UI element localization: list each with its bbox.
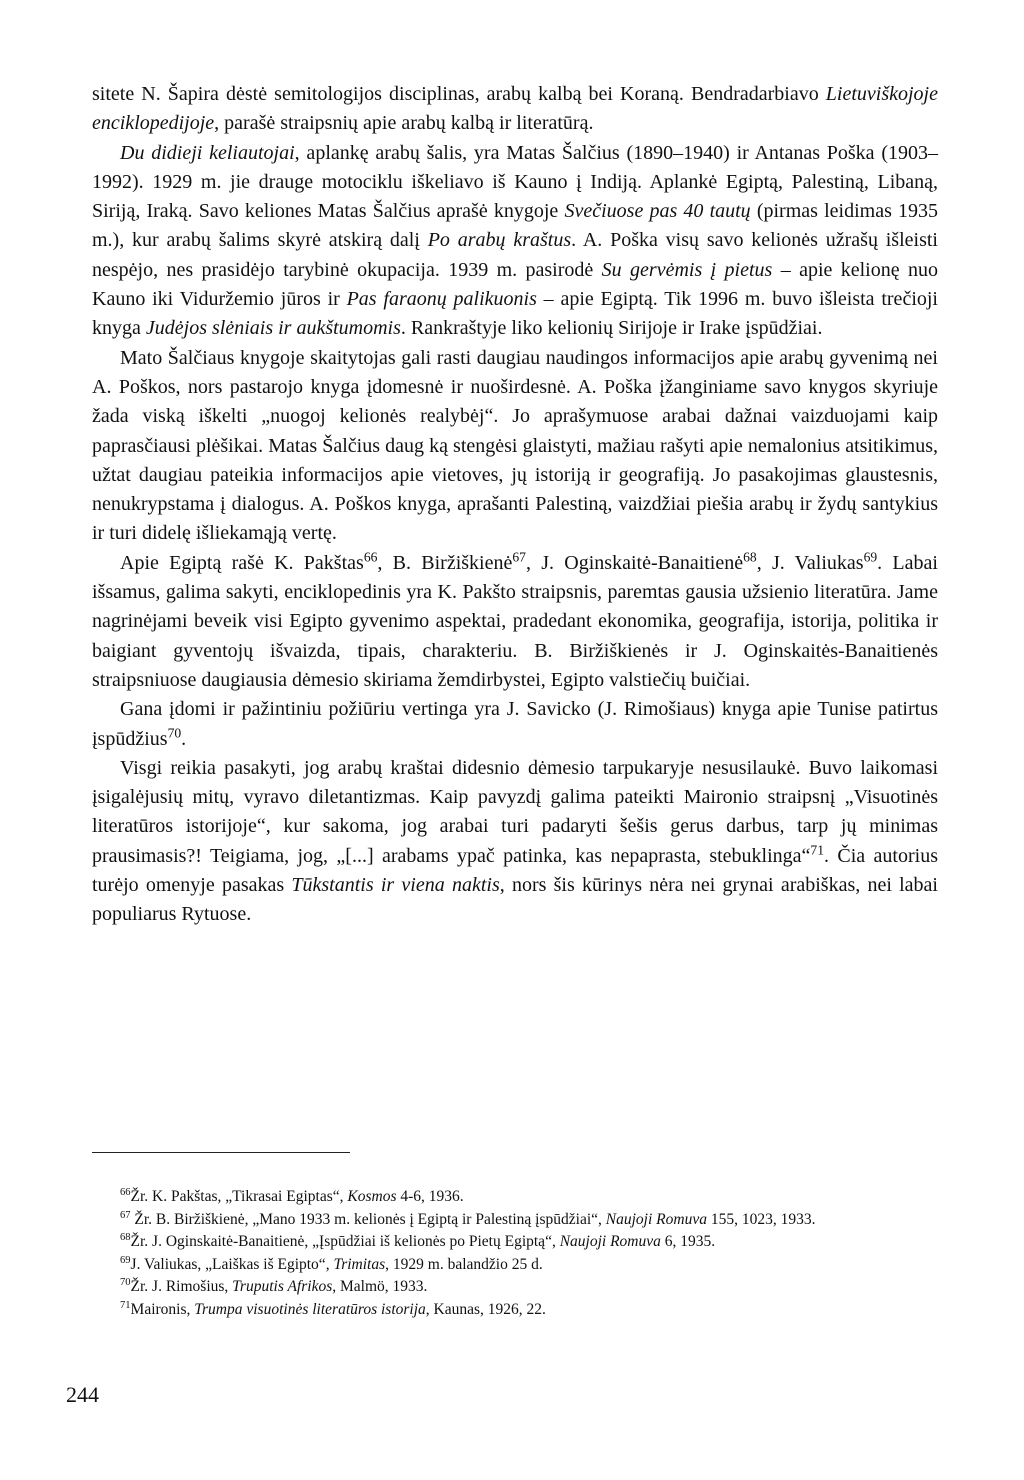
italic-text: Po arabų kraštus	[427, 229, 572, 252]
text-run: Maironis,	[130, 1300, 195, 1318]
text-run: sitete N. Šapira dėstė semitologijos disciplinas, arabų kalbą bei Koraną. Bendradarbiavo	[92, 83, 826, 105]
italic-text: Lietuviškojoje enciklopedijoje	[92, 83, 938, 135]
footnote-reference: 69	[863, 549, 878, 565]
text-run: . Labai išsamus, galima sakyti, enciklopedinis yra K. Pakšto straipsnis, paremtas gausia užsienio literatūra. Jame nagrinėjami beveik visi Egipto gyvenimo aspektai, pradedant ekonomika, geografija, istorija, politika ir baigiant gyventojų išvaizda, tipais, charakteriu. B. Biržiškienės ir J. Oginskaitės-Banaitienės straipsniuose daugiausia dėmesio skiriama žemdirbystei, Egipto valstiečių buičiai.	[92, 551, 938, 691]
footnote-reference: 71	[120, 1299, 131, 1311]
italic-text: Trumpa visuotinės literatūros istorija	[194, 1300, 426, 1318]
italic-text: Naujoji Romuva	[605, 1210, 707, 1228]
paragraph	[92, 549, 938, 695]
text-run: , aplankę arabų šalis, yra Matas Šalčius (1890–1940) ir Antanas Poška (1903–1992). 1929 m. jie drauge motociklu iškeliavo iš Kauno į Indiją. Aplankė Egiptą, Palestiną, Libaną, Siriją, Iraką. Savo keliones Matas Šalčius aprašė knygoje	[92, 141, 938, 223]
italic-text: Du didieji keliautojai	[120, 141, 295, 164]
footnote-reference: 67	[120, 1209, 131, 1221]
text-run: Gana įdomi ir pažintiniu požiūriu vertinga yra J. Savicko (J. Rimošiaus) knyga apie Tunise patirtus įspūdžius	[92, 698, 938, 750]
footnote	[92, 1254, 938, 1277]
paragraph	[92, 754, 938, 930]
text-run: . Čia autorius turėjo omenyje pasakas	[92, 844, 938, 897]
footnote-reference: 68	[120, 1231, 131, 1243]
text-run: Apie Egiptą rašė K. Pakštas	[120, 551, 364, 574]
text-run: , parašė straipsnių apie arabų kalbą ir literatūrą.	[214, 112, 594, 135]
text-run: (pirmas leidimas 1935 m.), kur arabų šalims skyrė atskirą dalį	[92, 200, 939, 252]
paragraph	[92, 80, 938, 139]
footnote-reference: 66	[363, 549, 378, 565]
italic-text: Kosmos	[347, 1188, 397, 1205]
footnote-divider	[92, 1152, 350, 1153]
italic-text: Pas faraonų palikuonis	[346, 288, 537, 311]
text-run: 4-6, 1936.	[396, 1188, 464, 1205]
footnote	[92, 1209, 938, 1232]
text-run: Visgi reikia pasakyti, jog arabų kraštai didesnio dėmesio tarpukaryje nesusilaukė. Buvo laikomasi įsigalėjusių mitų, vyravo diletantizmas. Kaip pavyzdį galima pateikti Maironio straipsnį „Visuotinės literatūros istorijoje“, kur sakoma, jog arabai turi padaryti šešis gerus darbus, tarp jų minimas prausimasis?! Teigiama, jog, „[...] arabams ypač patinka, kas nepaprasta, stebuklinga“	[92, 756, 938, 867]
text-run: J. Valiukas, „Laiškas iš Egipto“,	[130, 1255, 334, 1273]
page-number: 244	[66, 1382, 99, 1407]
text-run: 155, 1023, 1933.	[706, 1210, 816, 1228]
italic-text: Tūkstantis ir viena naktis	[291, 874, 500, 897]
paragraph	[92, 139, 938, 344]
footnote	[92, 1276, 938, 1299]
paragraph	[92, 695, 938, 754]
footnote-reference: 70	[167, 724, 182, 740]
footnote	[92, 1299, 938, 1322]
italic-text: Su gervėmis į pietus	[601, 258, 773, 281]
footnote-reference: 66	[120, 1186, 131, 1198]
text-run: Žr. J. Oginskaitė-Banaitienė, „Įspūdžiai iš kelionės po Pietų Egiptą“,	[130, 1233, 560, 1250]
footnote-reference: 69	[120, 1254, 131, 1266]
text-run: , 1929 m. balandžio 25 d.	[385, 1255, 543, 1273]
footnote-reference: 70	[120, 1276, 131, 1288]
italic-text: Truputis Afrikos	[232, 1278, 333, 1295]
text-run: , J. Oginskaitė-Banaitienė	[525, 551, 744, 574]
text-run: Žr. K. Pakštas, „Tikrasai Egiptas“,	[130, 1188, 348, 1205]
text-run: Mato Šalčiaus knygoje skaitytojas gali rasti daugiau naudingos informacijos apie arabų gyvenimą nei A. Poškos, nors pastarojo knyga įdomesnė ir nuoširdesnė. A. Poška įžanginiame savo knygos skyriuje žada viską iškelti „nuogoj kelionės realybėj“. Jo aprašymuose arabai dažnai vaizduojami kaip paprasčiausi plėšikai. Matas Šalčius daug ką stengėsi glaistyti, mažiau rašyti apie nemalonius atsitikimus, užtat daugiau pateikia informacijos apie vietoves, jų istoriją ir geografiją. Jo pasakojimas glaustesnis, nenukrypstama į dialogus. A. Poškos knyga, aprašanti Palestiną, vaizdžiai piešia arabų ir žydų santykius ir turi didelę išliekamąją vertę.	[92, 346, 938, 545]
italic-text: Judėjos slėniais ir aukštumomis	[145, 317, 401, 340]
footnote	[92, 1231, 938, 1254]
text-run: . Rankraštyje liko kelionių Sirijoje ir Irake įspūdžiai.	[400, 317, 823, 340]
text-run: , B. Biržiškienė	[377, 551, 513, 574]
text-run: . A. Poška visų savo kelionės užrašų išleisti nespėjo, nes prasidėjo tarybinė okupacija. 1939 m. pasirodė	[92, 229, 938, 281]
footnotes	[92, 1186, 938, 1321]
text-run: Žr. B. Biržiškienė, „Mano 1933 m. kelionės į Egiptą ir Palestiną įspūdžiai“,	[130, 1210, 606, 1228]
text-run: Žr. J. Rimošius,	[130, 1278, 233, 1295]
text-run: , nors šis kūrinys nėra nei grynai arabiškas, nei labai populiarus Rytuose.	[92, 874, 938, 926]
text-run: – apie Egiptą. Tik 1996 m. buvo išleista trečioji knyga	[92, 288, 938, 340]
text-run: , J. Valiukas	[756, 551, 864, 574]
text-run: , Kaunas, 1926, 22.	[425, 1300, 546, 1318]
main-text	[92, 80, 938, 930]
italic-text: Trimitas	[333, 1255, 386, 1273]
paragraph	[92, 344, 938, 549]
footnote	[92, 1186, 938, 1209]
text-run: – apie kelionę nuo Kauno iki Viduržemio jūros ir	[92, 258, 938, 311]
footnote-reference: 71	[810, 842, 825, 858]
footnote-reference: 68	[743, 549, 757, 565]
text-run: , Malmö, 1933.	[332, 1278, 428, 1295]
italic-text: Svečiuose pas 40 tautų	[564, 200, 751, 223]
footnote-reference: 67	[512, 549, 526, 565]
text-run: 6, 1935.	[660, 1233, 716, 1250]
text-run: .	[181, 727, 187, 750]
italic-text: Naujoji Romuva	[559, 1233, 661, 1250]
